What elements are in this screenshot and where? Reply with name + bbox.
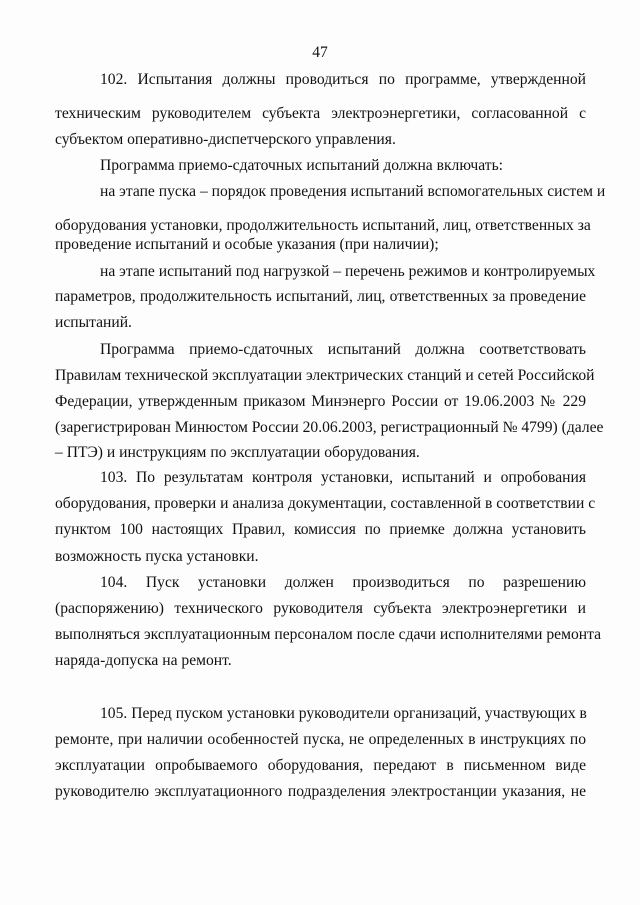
text-line: на этапе пуска – порядок проведения испытаний вспомогательных систем и xyxy=(100,183,606,200)
text-line: параметров, продолжительность испытаний, лиц, ответственных за проведение xyxy=(55,288,586,305)
text-line: наряда-допуска на ремонт. xyxy=(55,652,232,669)
text-line: 102. Испытания должны проводиться по программе, утвержденной xyxy=(100,71,586,88)
text-line: оборудования установки, продолжительность испытаний, лиц, ответственных за xyxy=(55,217,591,234)
text-line: оборудования, проверки и анализа документации, составленной в соответствии с xyxy=(55,495,596,512)
text-line: (распоряжению) технического руководителя субъекта электроэнергетики и xyxy=(55,600,586,617)
text-line: пунктом 100 настоящих Правил, комиссия по приемке должна установить xyxy=(55,521,586,538)
text-line: на этапе испытаний под нагрузкой – перечень режимов и контролируемых xyxy=(100,263,596,280)
text-line: ремонте, при наличии особенностей пуска, не определенных в инструкциях по xyxy=(55,731,586,748)
text-line: Программа приемо-сдаточных испытаний должна соответствовать xyxy=(100,341,586,358)
page-number: 47 xyxy=(312,44,328,61)
text-line: техническим руководителем субъекта электроэнергетики, согласованной с xyxy=(55,105,586,122)
text-line: эксплуатации опробываемого оборудования, передают в письменном виде xyxy=(55,757,586,774)
text-line: руководителю эксплуатационного подразделения электростанции указания, не xyxy=(55,783,586,800)
text-line: возможность пуска установки. xyxy=(55,548,259,565)
text-line: субъектом оперативно-диспетчерского управления. xyxy=(55,131,396,148)
text-line: Федерации, утвержденным приказом Минэнерго России от 19.06.2003 № 229 xyxy=(55,393,586,410)
text-line: (зарегистрирован Минюстом России 20.06.2003, регистрационный № 4799) (далее xyxy=(55,419,604,436)
text-line: 103. По результатам контроля установки, испытаний и опробования xyxy=(100,469,586,486)
text-line: Правилам технической эксплуатации электрических станций и сетей Российской xyxy=(55,367,595,384)
text-line: выполняться эксплуатационным персоналом после сдачи исполнителями ремонта xyxy=(55,626,602,643)
text-line: 105. Перед пуском установки руководители организаций, участвующих в xyxy=(100,705,587,722)
text-line: проведение испытаний и особые указания (при наличии); xyxy=(55,236,439,253)
text-line: 104. Пуск установки должен производиться по разрешению xyxy=(100,574,586,591)
text-line: Программа приемо-сдаточных испытаний должна включать: xyxy=(100,157,504,174)
text-line: испытаний. xyxy=(55,314,132,331)
text-line: – ПТЭ) и инструкциям по эксплуатации оборудования. xyxy=(55,444,420,461)
